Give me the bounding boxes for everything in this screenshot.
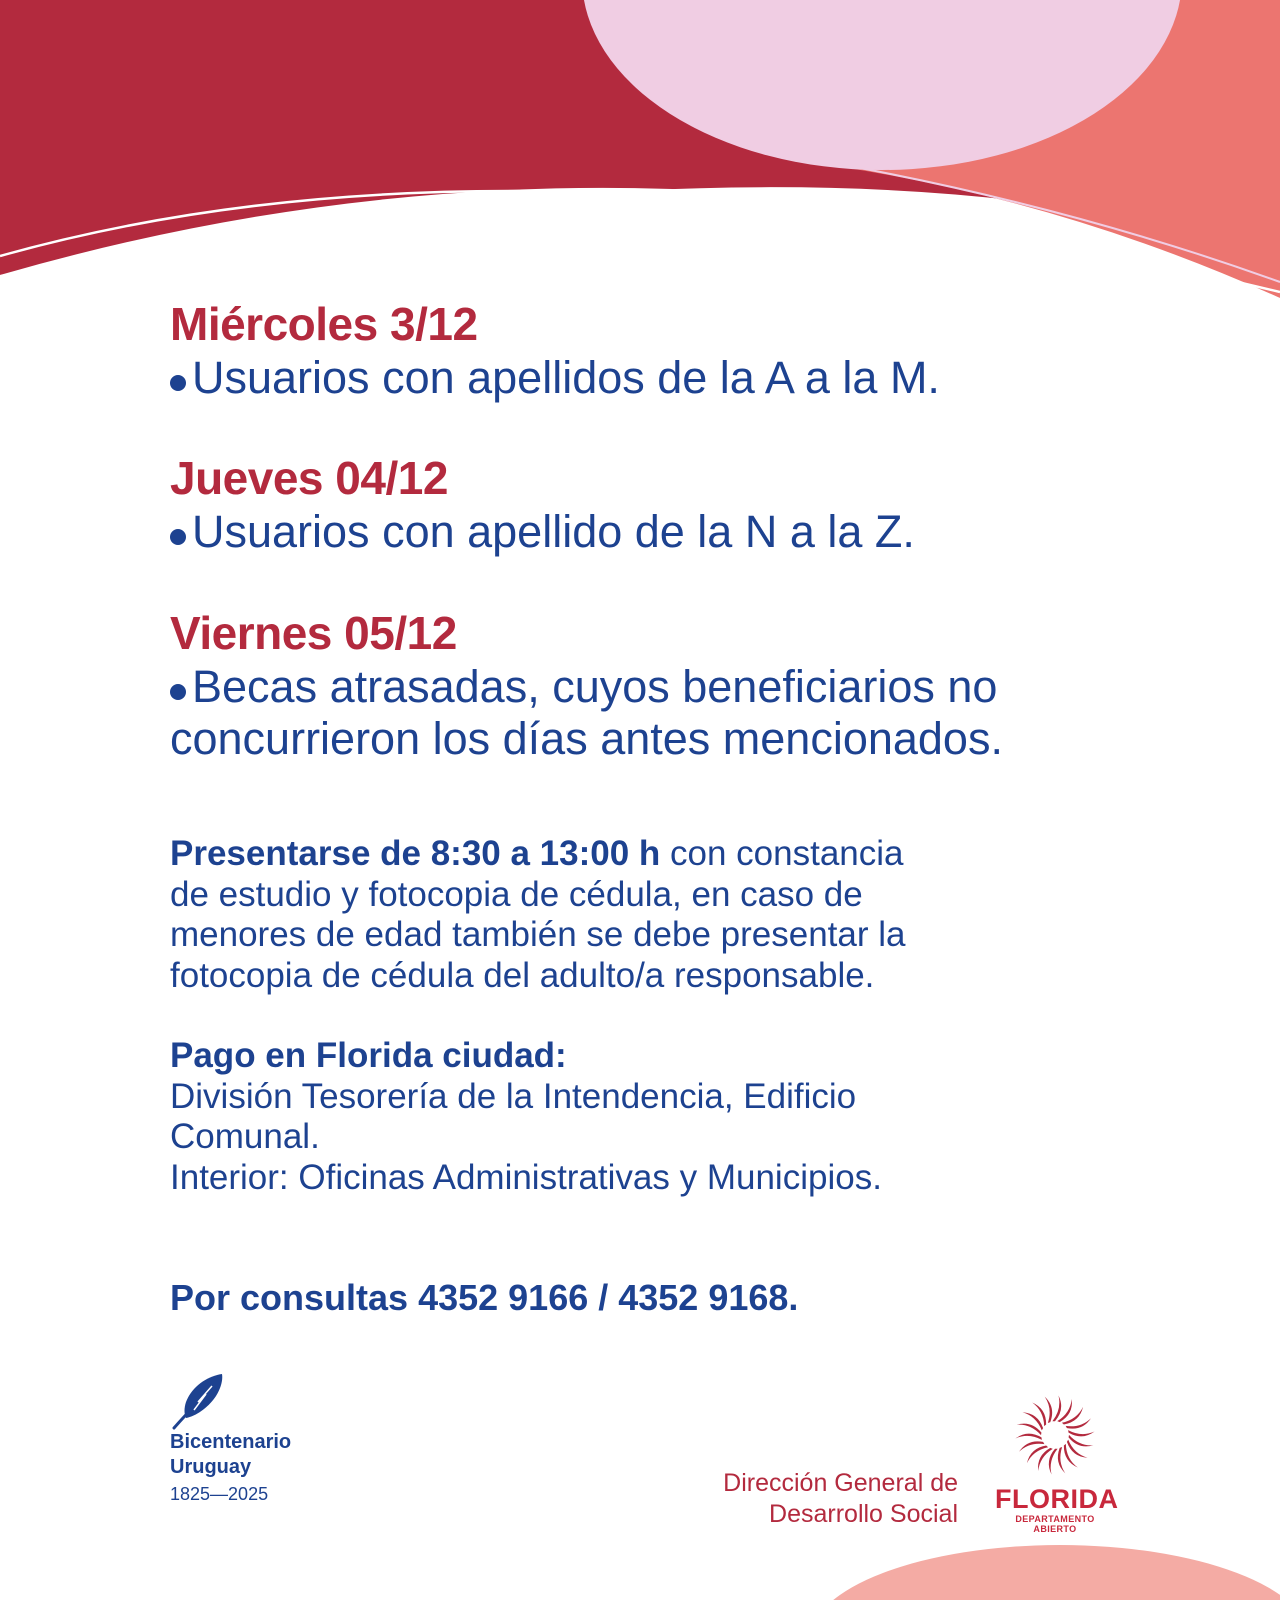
- florida-name: FLORIDA: [995, 1484, 1119, 1514]
- bullet-icon: [170, 529, 186, 545]
- sun-ray: [1054, 1447, 1071, 1474]
- schedule-item-jueves: [170, 506, 915, 558]
- sun-ray: [1067, 1435, 1094, 1448]
- bicentenario-logo: [170, 1372, 370, 1505]
- day-title-viernes: Viernes 05/12: [170, 607, 457, 659]
- bicentenario-title: Bicentenario: [170, 1431, 292, 1453]
- sun-ray: [1018, 1437, 1045, 1457]
- schedule-hours: Presentarse de 8:30 a 13:00 h: [170, 834, 661, 873]
- day-title-miercoles: Miércoles 3/12: [170, 298, 478, 350]
- contact-line: Por consultas 4352 9166 / 4352 9168.: [170, 1277, 799, 1318]
- sun-ray: [1066, 1413, 1093, 1433]
- bullet-icon: [170, 684, 186, 700]
- florida-tagline: DEPARTAMENTO ABIERTO: [1015, 1514, 1095, 1534]
- day-title-jueves: Jueves 04/12: [170, 452, 448, 504]
- schedule-text-line1: Becas atrasadas, cuyos beneficiarios no: [192, 661, 998, 712]
- feather-icon: [170, 1372, 226, 1430]
- requirements-paragraph: Presentarse de 8:30 a 13:00 h con constancia de estudio y fotocopia de cédula, en caso de menores de edad también se debe presentar la fotocopia de cédula del adulto/a responsable.: [170, 834, 906, 995]
- sun-ray: [1039, 1396, 1056, 1423]
- bicentenario-years: 1825—2025: [170, 1484, 269, 1504]
- payment-paragraph: Pago en Florida ciudad: División Tesorería de la Intendencia, Edificio Comunal. Interior: Oficinas Administrativas y Municipios.: [170, 1036, 1050, 1198]
- sun-ray: [1016, 1422, 1043, 1435]
- department-name: Dirección General de Desarrollo Social: [723, 1469, 958, 1528]
- bullet-icon: [170, 375, 186, 391]
- schedule-item-viernes: [170, 661, 1003, 765]
- bicentenario-country: Uruguay: [170, 1456, 252, 1478]
- schedule-item-miercoles: [170, 352, 940, 404]
- sun-ray: [1049, 1449, 1058, 1475]
- schedule-text: Usuarios con apellidos de la A a la M.: [192, 352, 940, 403]
- schedule-text-line2: concurrieron los días antes mencionados.: [170, 713, 1003, 764]
- florida-logo: [995, 1392, 1119, 1534]
- schedule-text: Usuarios con apellido de la N a la Z.: [192, 506, 915, 557]
- sun-spiral-icon: [1012, 1392, 1098, 1478]
- payment-title: Pago en Florida ciudad:: [170, 1036, 567, 1075]
- sun-ray: [1052, 1395, 1061, 1421]
